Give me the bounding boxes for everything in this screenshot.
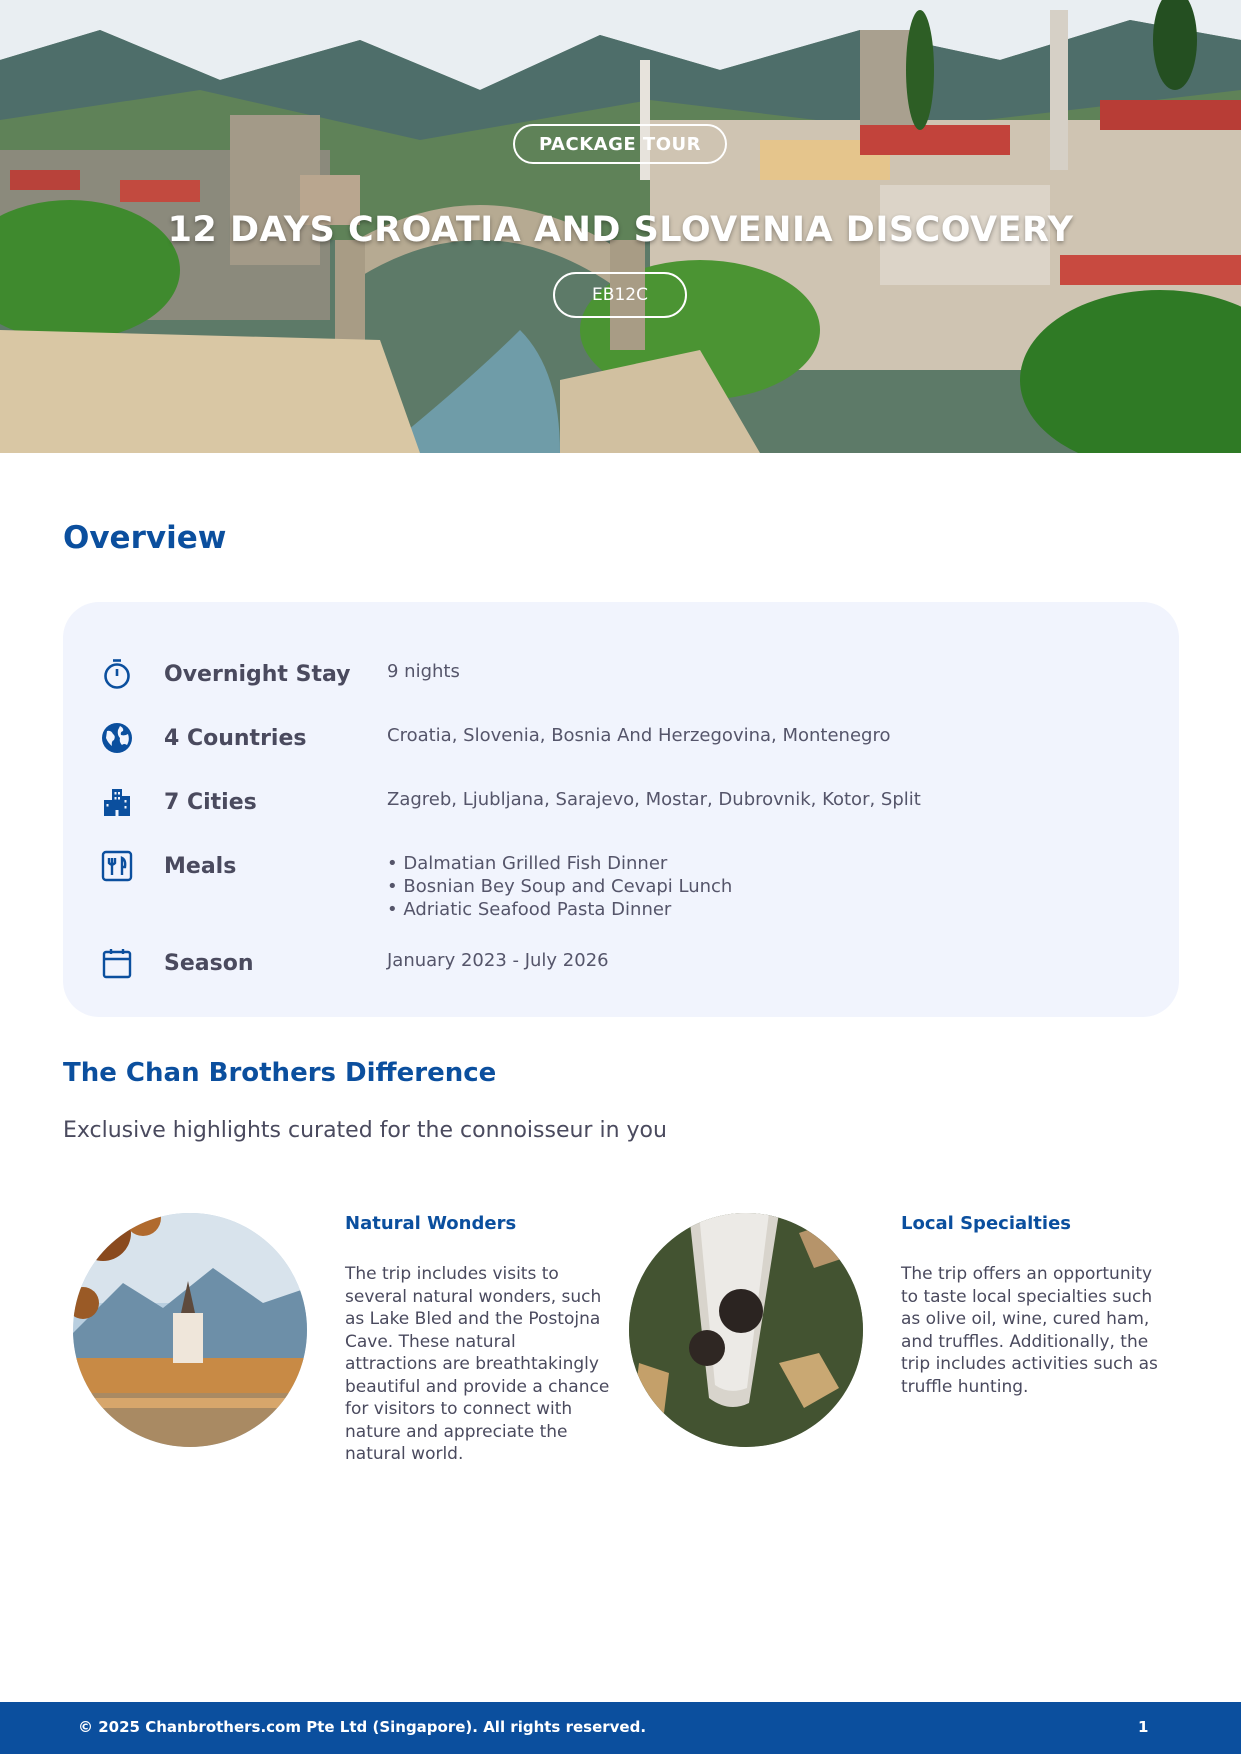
feature-line: The trip offers an opportunity	[901, 1264, 1153, 1284]
city-buildings-icon	[101, 786, 133, 818]
overview-meals-list	[387, 852, 732, 921]
feature-line: trip includes activities such as	[901, 1354, 1158, 1374]
lake-bled-photo	[73, 1213, 307, 1447]
overview-value: 9 nights	[387, 661, 460, 682]
feature-line: beautiful and provide a chance	[345, 1376, 610, 1397]
overview-label: 4 Countries	[164, 726, 307, 751]
globe-icon	[101, 722, 133, 754]
overview-heading: Overview	[63, 520, 227, 556]
page-footer	[0, 1702, 1241, 1754]
feature-line: nature and appreciate the	[345, 1421, 568, 1442]
calendar-icon	[101, 947, 133, 979]
feature-line: attractions are breathtakingly	[345, 1354, 599, 1374]
page-number: 1	[1138, 1718, 1149, 1736]
feature-line: as Lake Bled and the Postojna	[345, 1309, 601, 1329]
overview-label: 7 Cities	[164, 790, 257, 815]
meal-item: • Adriatic Seafood Pasta Dinner	[387, 899, 672, 920]
feature-title: Natural Wonders	[345, 1213, 517, 1234]
feature-description	[345, 1263, 609, 1466]
feature-line: truffle hunting.	[901, 1376, 1029, 1397]
stopwatch-icon	[101, 658, 133, 690]
feature-line: for visitors to connect with	[345, 1399, 573, 1419]
overview-card	[63, 602, 1179, 1017]
feature-line: several natural wonders, such	[345, 1286, 602, 1307]
copyright-text: © 2025 Chanbrothers.com Pte Ltd (Singapore). All rights reserved.	[78, 1718, 647, 1736]
overview-value: Zagreb, Ljubljana, Sarajevo, Mostar, Dubrovnik, Kotor, Split	[387, 789, 921, 810]
hero-banner	[0, 0, 1241, 453]
tour-code-badge: EB12C	[553, 272, 687, 318]
tour-title: 12 DAYS CROATIA AND SLOVENIA DISCOVERY	[167, 210, 1074, 250]
feature-line: natural world.	[345, 1444, 464, 1464]
overview-value: January 2023 - July 2026	[387, 950, 609, 971]
overview-label: Meals	[164, 854, 237, 879]
feature-line: and truffles. Additionally, the	[901, 1331, 1149, 1352]
feature-title: Local Specialties	[901, 1213, 1071, 1234]
package-tour-badge: PACKAGE TOUR	[513, 124, 727, 164]
fork-knife-icon	[101, 850, 133, 882]
feature-line: as olive oil, wine, cured ham,	[901, 1309, 1150, 1329]
feature-description	[901, 1263, 1158, 1398]
feature-line: to taste local specialties such	[901, 1286, 1153, 1307]
feature-line: The trip includes visits to	[345, 1264, 559, 1284]
difference-heading: The Chan Brothers Difference	[63, 1058, 497, 1088]
meal-item: • Bosnian Bey Soup and Cevapi Lunch	[387, 876, 733, 897]
difference-subheading: Exclusive highlights curated for the connoisseur in you	[63, 1118, 667, 1143]
overview-value: Croatia, Slovenia, Bosnia And Herzegovina, Montenegro	[387, 725, 891, 746]
feature-line: Cave. These natural	[345, 1331, 516, 1352]
overview-label: Season	[164, 951, 254, 976]
overview-label: Overnight Stay	[164, 662, 351, 687]
truffles-photo	[629, 1213, 863, 1447]
meal-item: • Dalmatian Grilled Fish Dinner	[387, 853, 668, 874]
